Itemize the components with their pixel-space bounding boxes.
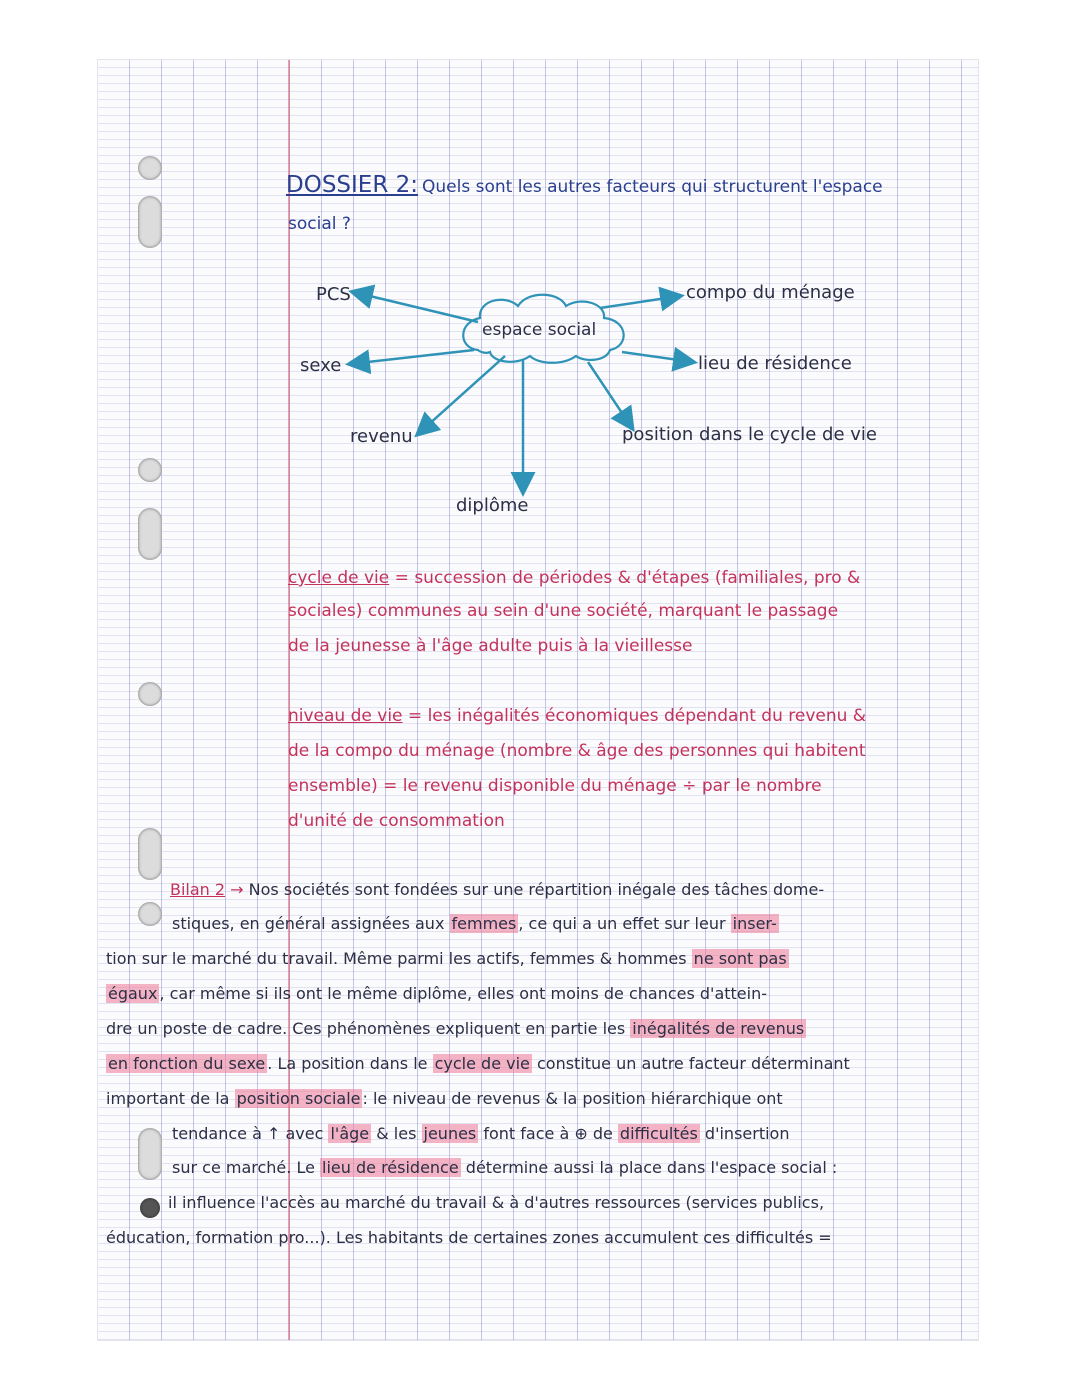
bilan-line-1: Bilan 2 → Nos sociétés sont fondées sur une répartition inégale des tâches dome- — [170, 880, 825, 899]
dossier-question-line1: Quels sont les autres facteurs qui structurent l'espace — [422, 177, 883, 197]
dossier-label: DOSSIER 2: — [286, 172, 419, 198]
bilan-label: Bilan 2 — [170, 880, 226, 899]
definition-cycle-line3: de la jeunesse à l'âge adulte puis à la vieillesse — [288, 636, 693, 656]
bilan-arrow: → — [230, 880, 244, 899]
bilan-line-9: sur ce marché. Le lieu de résidence détermine aussi la place dans l'espace social : — [172, 1158, 838, 1177]
branch-sexe: sexe — [300, 355, 342, 376]
definition-cycle-text1: succession de périodes & d'étapes (familiales, pro & — [414, 568, 861, 588]
branch-pcs: PCS — [316, 284, 351, 305]
arrow-compo — [600, 296, 680, 308]
branch-lieu: lieu de résidence — [698, 353, 852, 374]
definition-niveau-line1 — [288, 706, 866, 726]
bilan-line-10: il influence l'accès au marché du travail & à d'autres ressources (services publics, — [168, 1193, 825, 1212]
arrow-sexe — [350, 350, 474, 364]
arrow-position — [588, 362, 632, 428]
definition-niveau-line4: d'unité de consommation — [288, 811, 505, 831]
definition-niveau-text1: les inégalités économiques dépendant du revenu & — [427, 706, 867, 726]
definition-niveau-sep: = — [407, 706, 423, 726]
bilan-line-5: dre un poste de cadre. Ces phénomènes expliquent en partie les inégalités de revenus — [106, 1019, 805, 1038]
definition-cycle-term: cycle de vie — [288, 568, 390, 588]
branch-revenu: revenu — [350, 426, 413, 447]
definition-cycle-line1 — [288, 568, 860, 588]
arrow-lieu — [622, 352, 693, 362]
branch-position: position dans le cycle de vie — [622, 424, 877, 445]
bilan-line-7: important de la position sociale : le niveau de revenus & la position hiérarchique ont — [106, 1089, 783, 1108]
bilan-line-2: stiques, en général assignées aux femmes , ce qui a un effet sur leur inser- — [172, 914, 777, 933]
arrow-revenu — [418, 356, 505, 434]
bilan-line-8: tendance à ↑ avec l'âge & les jeunes font face à ⊕ de difficultés d'insertion — [172, 1124, 790, 1143]
arrow-pcs — [353, 292, 478, 322]
bilan-line-11: éducation, formation pro...). Les habitants de certaines zones accumulent ces difficultés = — [106, 1228, 832, 1247]
bilan-line-4: égaux , car même si ils ont le même diplôme, elles ont moins de chances d'attein- — [108, 984, 767, 1003]
branch-compo: compo du ménage — [686, 282, 855, 303]
definition-cycle-sep: = — [394, 568, 409, 588]
definition-cycle-line2: sociales) communes au sein d'une société, marquant le passage — [288, 601, 839, 621]
definition-niveau-line2: de la compo du ménage (nombre & âge des personnes qui habitent — [288, 741, 866, 761]
bilan-line-3: tion sur le marché du travail. Même parmi les actifs, femmes & hommes ne sont pas — [106, 949, 787, 968]
mindmap-center: espace social — [482, 320, 597, 340]
definition-niveau-term: niveau de vie — [288, 706, 403, 726]
branch-diplome: diplôme — [456, 495, 529, 516]
definition-niveau-line3: ensemble) = le revenu disponible du ménage ÷ par le nombre — [288, 776, 822, 796]
dossier-question-line2: social ? — [288, 214, 351, 234]
bilan-line-6: en fonction du sexe . La position dans le cycle de vie constitue un autre facteur déterminant — [108, 1054, 850, 1073]
